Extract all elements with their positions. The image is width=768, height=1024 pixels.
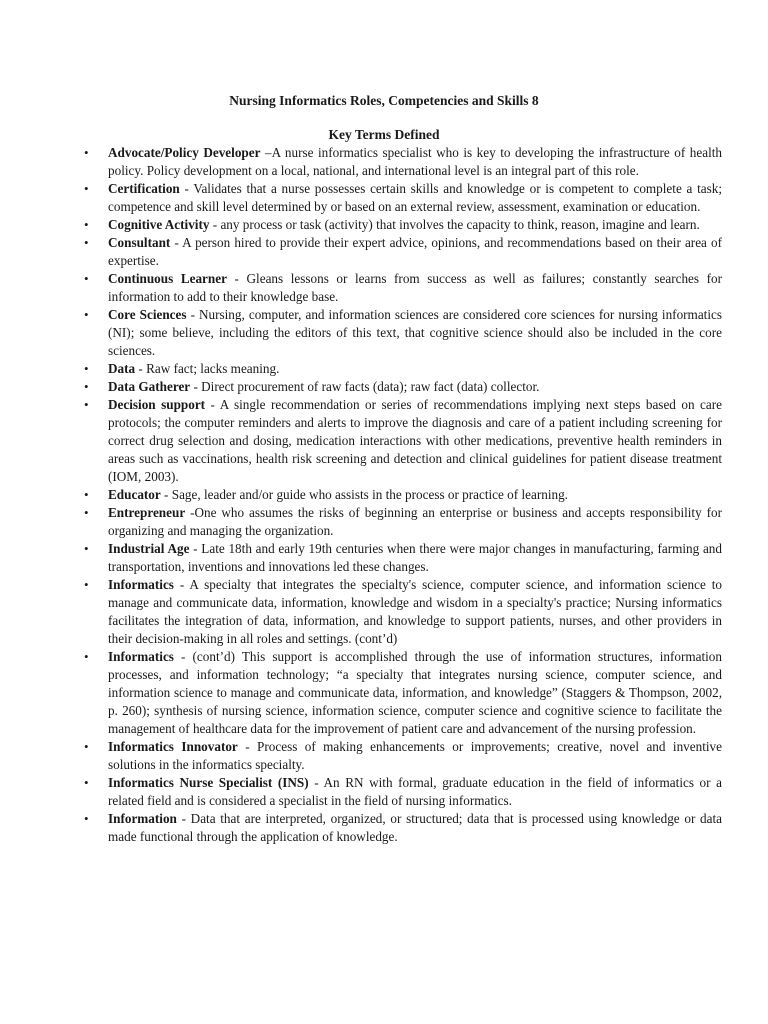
term-definition: - Process of making enhancements or improvements; creative, novel and inventive solutions in the informatics specialty. — [108, 739, 722, 772]
term-name: Informatics — [108, 577, 174, 592]
bullet-icon: • — [84, 397, 89, 412]
term-definition: - Raw fact; lacks meaning. — [135, 361, 280, 376]
term-item — [84, 540, 722, 576]
term-definition: –A nurse informatics specialist who is key to developing the infrastructure of health policy. Policy development on a local, national, and international level is an integral part of this role. — [108, 145, 722, 178]
term-name: Informatics — [108, 649, 174, 664]
bullet-icon: • — [84, 739, 89, 754]
term-definition: - Data that are interpreted, organized, or structured; data that is processed using knowledge or data made functional through the application of knowledge. — [108, 811, 722, 844]
term-item — [84, 576, 722, 648]
term-name: Industrial Age — [108, 541, 190, 556]
term-name: Decision support — [108, 397, 206, 412]
term-definition: - Gleans lessons or learns from success as well as failures; constantly searches for information to add to their knowledge base. — [108, 271, 723, 304]
term-name: Core Sciences — [108, 307, 187, 322]
term-definition: - Nursing, computer, and information sciences are considered core sciences for nursing informatics (NI); some believe, including the editors of this text, that cognitive science should also be included in the core sciences. — [108, 307, 722, 358]
term-definition: - Sage, leader and/or guide who assists in the process or practice of learning. — [160, 487, 568, 502]
bullet-icon: • — [84, 181, 89, 196]
term-item — [84, 360, 722, 378]
document-title: Nursing Informatics Roles, Competencies and Skills 8 — [229, 93, 539, 108]
term-item — [84, 144, 722, 180]
term-name: Certification — [108, 181, 180, 196]
bullet-icon: • — [84, 487, 89, 502]
bullet-icon: • — [84, 235, 89, 250]
bullet-icon: • — [84, 577, 89, 592]
bullet-icon: • — [84, 361, 89, 376]
term-name: Data Gatherer — [108, 379, 191, 394]
term-name: Cognitive Activity — [108, 217, 210, 232]
term-definition: - Direct procurement of raw facts (data); raw fact (data) collector. — [190, 379, 540, 394]
bullet-icon: • — [84, 379, 89, 394]
term-item — [84, 234, 722, 270]
term-definition: -One who assumes the risks of beginning an enterprise or business and accepts responsibility for organizing and managing the organization. — [108, 505, 722, 538]
term-item — [84, 270, 722, 306]
bullet-icon: • — [84, 271, 89, 286]
term-definition: - any process or task (activity) that involves the capacity to think, reason, imagine and learn. — [209, 217, 700, 232]
term-definition: - A person hired to provide their expert advice, opinions, and recommendations based on their area of expertise. — [108, 235, 722, 268]
section-heading: Key Terms Defined — [328, 127, 440, 142]
bullet-icon: • — [84, 145, 89, 160]
term-item — [84, 180, 722, 216]
term-item — [84, 306, 722, 360]
term-item — [84, 774, 722, 810]
term-name: Informatics Nurse Specialist (INS) — [108, 775, 309, 790]
term-definition: - A single recommendation or series of recommendations implying next steps based on care protocols; the computer reminders and alerts to improve the diagnosis and care of a patient including screening for correct drug selection and dosing, medication interactions with other medications, preventive health reminders in areas such as vaccinations, health risk screening and detection and clinical guidelines for patient disease treatment (IOM, 2003). — [108, 397, 722, 484]
bullet-icon: • — [84, 505, 89, 520]
key-terms-list — [84, 144, 722, 846]
term-name: Information — [108, 811, 177, 826]
term-item — [84, 378, 722, 396]
term-name: Data — [108, 361, 136, 376]
bullet-icon: • — [84, 775, 89, 790]
term-item — [84, 216, 722, 234]
term-item — [84, 648, 722, 738]
term-name: Educator — [108, 487, 161, 502]
term-item — [84, 504, 722, 540]
bullet-icon: • — [84, 307, 89, 322]
bullet-icon: • — [84, 811, 89, 826]
term-item — [84, 396, 722, 486]
term-name: Consultant — [108, 235, 171, 250]
term-name: Advocate/Policy Developer — [108, 145, 261, 160]
bullet-icon: • — [84, 541, 89, 556]
term-definition: - A specialty that integrates the specialty's science, computer science, and information science to manage and communicate data, information, knowledge and wisdom in a specialty's practice; Nursing informatics facilitates the integration of data, information, and knowledge to support patients, nurses, and other providers in their decision-making in all roles and settings. (cont’d) — [108, 577, 722, 646]
term-definition: - Validates that a nurse possesses certain skills and knowledge or is competent to complete a task; competence and skill level determined by or based on an external review, assessment, examination or education. — [108, 181, 722, 214]
term-item — [84, 486, 722, 504]
term-item — [84, 738, 722, 774]
term-name: Continuous Learner — [108, 271, 227, 286]
term-definition: - Late 18th and early 19th centuries when there were major changes in manufacturing, farming and transportation, inventions and innovations led these changes. — [108, 541, 722, 574]
bullet-icon: • — [84, 649, 89, 664]
term-name: Informatics Innovator — [108, 739, 238, 754]
term-definition: - (cont’d) This support is accomplished through the use of information structures, information processes, and information technology; “a specialty that integrates nursing science, computer science, and information science to manage and communicate data, information, and knowledge” (Staggers & Thompson, 2002, p. 260); synthesis of nursing science, information science, computer science and cognitive science to facilitate the management of healthcare data for the improvement of patient care and advancement of the nursing profession. — [108, 649, 722, 736]
term-name: Entrepreneur — [108, 505, 186, 520]
bullet-icon: • — [84, 217, 89, 232]
term-item — [84, 810, 722, 846]
term-definition: - An RN with formal, graduate education in the field of informatics or a related field and is considered a specialist in the field of nursing informatics. — [108, 775, 722, 808]
